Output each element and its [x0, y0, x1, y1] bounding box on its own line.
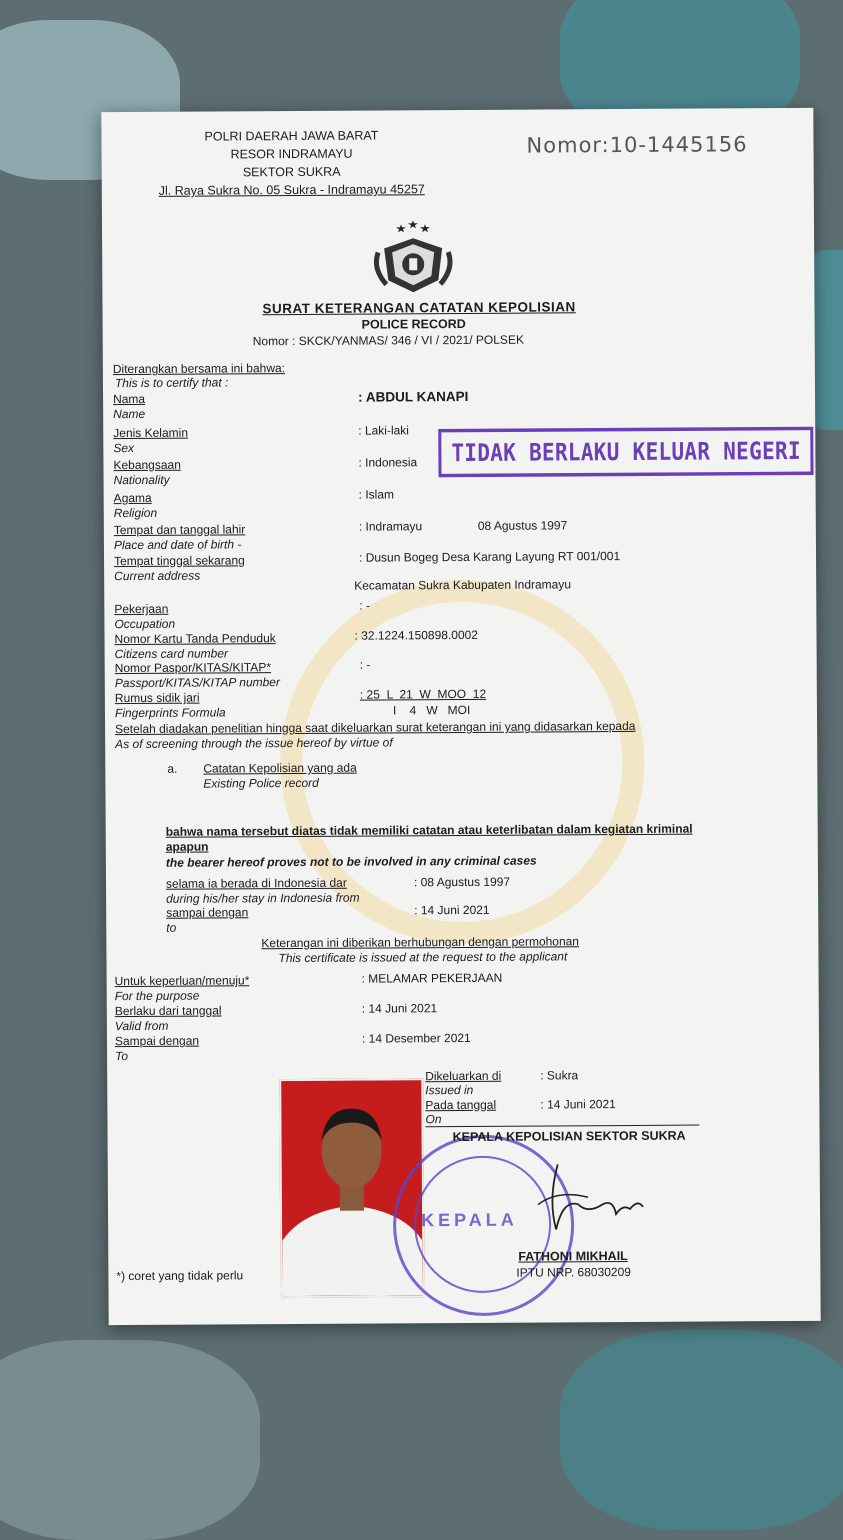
field-label-en: Citizens card number [114, 646, 229, 662]
field-label-en: Place and date of birth - [113, 537, 242, 553]
fabric-pattern [560, 1330, 843, 1530]
screening-item: Catatan Kepolisian yang ada [203, 760, 357, 776]
request-text: Keterangan ini diberikan berhubungan dengan permohonan [261, 934, 580, 951]
issued-at-label: Dikeluarkan di [425, 1068, 502, 1084]
screening-text: Setelah diadakan penelitian hingga saat dikeluarkan surat keterangan ini yang didasarkan kepada [115, 718, 636, 737]
screening-item-en: Existing Police record [203, 775, 319, 791]
issued-at-label-en: Issued in [425, 1082, 474, 1098]
signatory-office: KEPALA KEPOLISIAN SEKTOR SUKRA [452, 1128, 686, 1145]
field-label: Kebangsaan [113, 457, 181, 473]
purpose-value: : MELAMAR PEKERJAAN [361, 970, 503, 986]
header-line3: SEKTOR SUKRA [242, 164, 341, 180]
issued-on-value: : 14 Juni 2021 [540, 1097, 616, 1112]
field-label: Tempat tinggal sekarang [114, 553, 245, 569]
field-value: : - [359, 657, 371, 672]
field-label: Jenis Kelamin [113, 425, 189, 441]
not-valid-abroad-stamp: TIDAK BERLAKU KELUAR NEGERI [438, 427, 814, 478]
stay-to-label: sampai dengan [166, 905, 249, 920]
screening-item-letter: a. [167, 761, 178, 776]
field-label: Nama [113, 391, 146, 407]
valid-from-value: : 14 Juni 2021 [361, 1001, 438, 1016]
field-label-en: Name [113, 406, 146, 422]
issued-on-label: Pada tanggal [425, 1097, 497, 1113]
issued-on-label-en: On [425, 1112, 442, 1127]
statement-text: bahwa nama tersebut diatas tidak memiliki catatan atau keterlibatan dalam kegiatan kriminal [165, 821, 693, 839]
intro-text: Diterangkan bersama ini bahwa: [112, 361, 286, 377]
divider [426, 1125, 700, 1128]
stay-from-label: selama ia berada di Indonesia dar [165, 875, 347, 891]
field-value: : Indramayu [358, 519, 423, 534]
valid-to-label: Sampai dengan [114, 1033, 200, 1049]
police-emblem-icon [370, 218, 456, 297]
field-value-id-number: : 32.1224.150898.0002 [354, 627, 478, 643]
field-label: Pekerjaan [114, 601, 169, 617]
seal-text: KEPALA [421, 1209, 518, 1231]
statement-text-cont: apapun [165, 839, 209, 854]
stay-from-value: : 08 Agustus 1997 [413, 874, 511, 890]
header-line2: RESOR INDRAMAYU [230, 146, 353, 162]
field-value-address: : Dusun Bogeg Desa Karang Layung RT 001/001 [358, 549, 621, 565]
field-label: Nomor Paspor/KITAS/KITAP* [114, 660, 272, 676]
stay-to-label-en: to [166, 920, 177, 935]
field-value-name: : ABDUL KANAPI [358, 388, 469, 405]
field-label-en: Occupation [114, 616, 176, 632]
document-subtitle: POLICE RECORD [361, 316, 466, 332]
valid-from-label-en: Valid from [114, 1018, 169, 1034]
police-record-document [101, 108, 820, 1325]
document-number: Nomor : SKCK/YANMAS/ 346 / VI / 2021/ POLSEK [252, 332, 524, 349]
field-value: : Laki-laki [358, 423, 409, 438]
document-serial-number: Nomor:10-1445156 [526, 132, 748, 158]
field-value-address2: Kecamatan Sukra Kabupaten Indramayu [354, 577, 572, 593]
field-value-fingerprint: : 25 L 21 W MOO 12 [359, 686, 487, 702]
footnote: *) coret yang tidak perlu [116, 1268, 244, 1284]
handwritten-signature [518, 1159, 648, 1240]
document-title: SURAT KETERANGAN CATATAN KEPOLISIAN [262, 299, 576, 317]
field-label-en: Fingerprints Formula [114, 705, 226, 721]
signatory-rank: IPTU NRP. 68030209 [516, 1264, 631, 1280]
request-text-en: This certificate is issued at the request to the applicant [278, 949, 568, 966]
purpose-label-en: For the purpose [114, 988, 200, 1004]
intro-text-en: This is to certify that : [114, 375, 229, 391]
field-label-en: Passport/KITAS/KITAP number [114, 675, 281, 691]
statement-text-en: the bearer hereof proves not to be involved in any criminal cases [165, 853, 537, 870]
stay-from-label-en: during his/her stay in Indonesia from [166, 890, 360, 906]
field-label-en: Nationality [113, 472, 170, 488]
field-label-en: Current address [114, 568, 201, 584]
field-label: Rumus sidik jari [114, 690, 200, 706]
header-line1: POLRI DAERAH JAWA BARAT [204, 128, 379, 144]
header-address: Jl. Raya Sukra No. 05 Sukra - Indramayu 45257 [158, 182, 425, 198]
field-value-fingerprint2: I 4 W MOI [392, 702, 471, 718]
field-value: : - [359, 598, 371, 613]
signatory-name: FATHONI MIKHAIL [518, 1248, 628, 1264]
stay-to-value: : 14 Juni 2021 [414, 902, 490, 918]
field-value: : Indonesia [358, 455, 418, 470]
field-label: Nomor Kartu Tanda Penduduk [114, 631, 276, 647]
field-label: Tempat dan tanggal lahir [113, 522, 246, 538]
valid-to-label-en: To [115, 1049, 129, 1064]
valid-to-value: : 14 Desember 2021 [361, 1030, 471, 1046]
field-label-en: Religion [113, 505, 158, 521]
field-value-date: 08 Agustus 1997 [477, 518, 568, 533]
issued-at-value: : Sukra [540, 1068, 579, 1083]
purpose-label: Untuk keperluan/menuju* [114, 973, 250, 989]
field-value: : Islam [358, 487, 395, 502]
field-label: Agama [113, 490, 152, 506]
fabric-pattern [0, 1340, 260, 1540]
screening-text-en: As of screening through the issue hereof by virtue of [115, 735, 393, 752]
field-label-en: Sex [113, 440, 135, 456]
valid-from-label: Berlaku dari tanggal [114, 1003, 222, 1019]
